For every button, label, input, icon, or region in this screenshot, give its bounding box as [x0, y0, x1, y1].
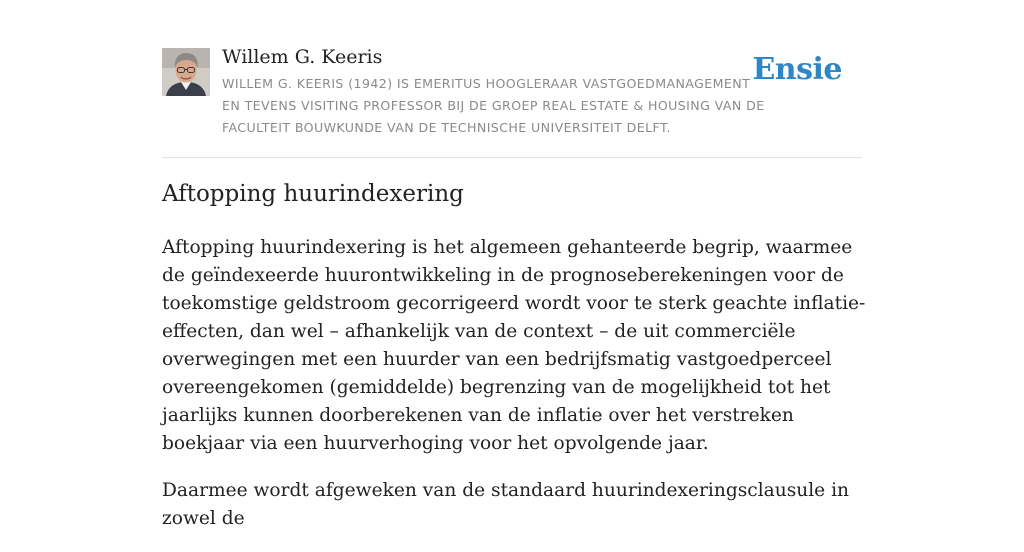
author-name[interactable]: Willem G. Keeris: [222, 46, 383, 68]
article-paragraph: Aftopping huurindexering is het algemeen gehanteerde begrip, waarmee de geïndexeerde huurontwikkeling in de prognoseberekeningen voor de toekomstige geldstroom gecorrigeerd wordt voor te sterk geachte inflatie-effecten, dan wel – afhankelijk van de context – de uit commerciële overwegingen met een huurder van een bedrijfsmatig vastgoedperceel overeengekomen (gemiddelde) begrenzing van de mogelijkheid tot het jaarlijks kunnen doorberekenen van de inflatie over het verstreken boekjaar via een huurverhoging voor het opvolgende jaar.: [162, 237, 866, 454]
header-divider: [162, 157, 862, 158]
article-body: [162, 234, 877, 552]
author-avatar[interactable]: [162, 48, 210, 96]
author-bio: WILLEM G. KEERIS (1942) IS EMERITUS HOOGLERAAR VASTGOEDMANAGEMENT EN TEVENS VISITING PROFESSOR BIJ DE GROEP REAL ESTATE & HOUSING VAN DE FACULTEIT BOUWKUNDE VAN DE TECHNISCHE UNIVERSITEIT DELFT.: [222, 76, 765, 135]
author-portrait-icon: [162, 48, 210, 96]
article-title: Aftopping huurindexering: [162, 181, 464, 207]
ensie-logo[interactable]: Ensie: [752, 52, 842, 87]
author-block: [162, 46, 862, 146]
article-paragraph: Daarmee wordt afgeweken van de standaard huurindexeringsclausule in zowel de: [162, 480, 849, 529]
